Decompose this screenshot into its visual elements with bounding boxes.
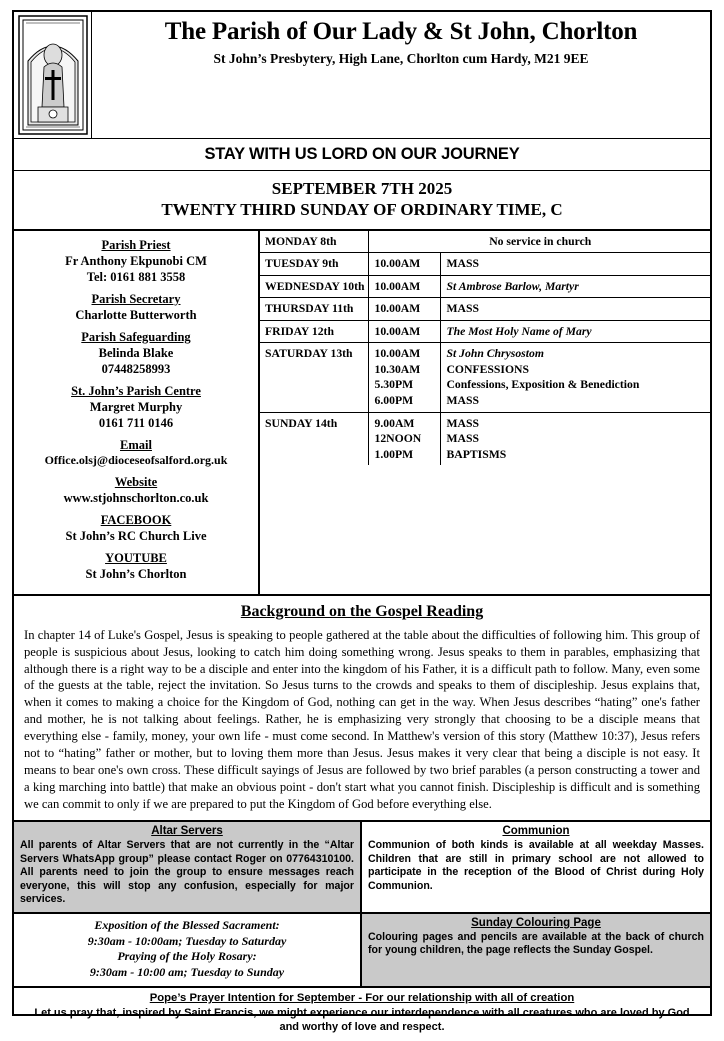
contact-group [18, 329, 254, 377]
contact-group [18, 237, 254, 285]
contact-heading: YOUTUBE [105, 550, 167, 565]
notice-row-2 [14, 914, 710, 988]
page-title: The Parish of Our Lady & St John, Chorlton [164, 18, 638, 45]
contact-line: Tel: 0161 881 3558 [86, 269, 186, 284]
schedule-table [260, 231, 710, 466]
contact-group [18, 474, 254, 506]
schedule-day: FRIDAY 12th [260, 320, 369, 343]
table-row [260, 231, 710, 253]
colouring-text: Colouring pages and pencils are available at the back of church for young children, the page reflects the Sunday Gospel. [368, 930, 704, 957]
schedule-time: 10.00AM [369, 298, 441, 321]
contact-group [18, 550, 254, 582]
title-block [92, 12, 710, 138]
schedule-day: SUNDAY 14th [265, 416, 338, 430]
gospel-heading: Background on the Gospel Reading [240, 602, 484, 620]
rosary-line-2: 9:30am - 10:00 am; Tuesday to Sunday [89, 965, 285, 980]
contact-line: St John’s Chorlton [85, 566, 187, 581]
schedule-event: No service in church [369, 231, 710, 253]
schedule-time: 9.00AM 12NOON 1.00PM [369, 412, 441, 465]
table-row [260, 298, 710, 321]
notices-section [14, 822, 710, 1040]
contact-group [18, 512, 254, 544]
contact-heading: Parish Secretary [91, 291, 181, 306]
contact-line: St John’s RC Church Live [65, 528, 207, 543]
schedule-day: MONDAY 8th [260, 231, 369, 253]
communion-notice [362, 822, 710, 911]
contact-line: www.stjohnschorlton.co.uk [63, 490, 209, 505]
mass-schedule [260, 231, 710, 594]
altar-servers-heading: Altar Servers [151, 825, 223, 838]
contact-line: Fr Anthony Ekpunobi CM [65, 253, 207, 268]
schedule-day: TUESDAY 9th [260, 253, 369, 276]
rosary-line-1: Praying of the Holy Rosary: [117, 949, 257, 964]
exposition-line-2: 9:30am - 10:00am; Tuesday to Saturday [87, 933, 287, 948]
communion-text: Communion of both kinds is available at all weekday Masses. Children that are still in primary school are not allowed to participate in the reception of the Blood of Christ during Holy Communion. [368, 839, 704, 892]
schedule-time: 10.00AM [369, 275, 441, 298]
schedule-time: 10.00AM [369, 253, 441, 276]
gospel-section [14, 596, 710, 823]
contact-heading: Parish Safeguarding [81, 329, 191, 344]
schedule-event: St Ambrose Barlow, Martyr [441, 275, 710, 298]
contact-heading: Parish Priest [101, 237, 171, 252]
schedule-day: THURSDAY 11th [260, 298, 369, 321]
contacts-panel [14, 231, 260, 594]
pope-intention-text: Let us pray that, inspired by Saint Francis, we might experience our interdependence with all creatures who are loved by God and worthy of love and respect. [34, 1007, 690, 1034]
church-crest-icon [14, 12, 92, 138]
gospel-text: In chapter 14 of Luke's Gospel, Jesus is speaking to people gathered at the table about the difficulties of following him. This group of people is suspicious about Jesus, looking to catch him doing something wrong. Jesus speaks to them in parables, emphasizing that although there is a right way to be a disciple and enter into the kingdom of his Father, it is a difficult path to follow. Many, even some of the guests at the table, reject the invitation. So Jesus turns to the crowds and speaks to them of discipleship. Jesus explains that, when it comes to making a choice for the Kingdom of God, nothing can get in the way. When Jesus describes “hating” one's father and mother, he is not talking about feelings. Rather, he is emphasizing very strongly that choosing to be a disciple means that everything else - family, money, your own life - must come second. In Matthew's version of this story (Matthew 10:37), Jesus refers not to “hating” father or mother, but to loving them more than Jesus. Jesus makes it very clear that being a disciple is not easy. It means to bear one's own cross. These difficult sayings of Jesus are followed by two brief parables (a person constructing a tower and a king marching into battle) that make an obvious point - don't start what you cannot finish. Discipleship is difficult and is something we can commit to only if we are prepared to put the Kingdom of God before everything else. [14, 627, 710, 823]
table-row [260, 275, 710, 298]
contact-line: Office.olsj@dioceseofsalford.org.uk [44, 452, 228, 467]
schedule-event: MASS [441, 298, 710, 321]
schedule-event: MASS MASS BAPTISMS [441, 412, 710, 465]
table-row [260, 412, 710, 465]
schedule-event: The Most Holy Name of Mary [441, 320, 710, 343]
masthead [14, 12, 710, 139]
contact-line: 07448258993 [101, 361, 171, 376]
contacts-and-schedule [14, 231, 710, 596]
contact-heading: St. John’s Parish Centre [71, 383, 201, 398]
schedule-day: WEDNESDAY 10th [260, 275, 369, 298]
contact-heading: Email [120, 437, 152, 452]
date-block [14, 171, 710, 231]
contact-heading: FACEBOOK [100, 512, 172, 527]
table-row [260, 253, 710, 276]
schedule-event: St John Chrysostom CONFESSIONS Confessions, Exposition & Benediction MASS [441, 343, 710, 412]
schedule-time: 10.00AM [369, 320, 441, 343]
contact-line: 0161 711 0146 [98, 415, 174, 430]
altar-servers-notice [14, 822, 362, 911]
notice-row-1 [14, 822, 710, 913]
exposition-line-1: Exposition of the Blessed Sacrament: [94, 917, 280, 932]
schedule-day: SATURDAY 13th [260, 343, 369, 412]
pope-intention [14, 988, 710, 1041]
bulletin-date: SEPTEMBER 7TH 2025 [271, 179, 453, 198]
pope-intention-heading: Pope’s Prayer Intention for September - For our relationship with all of creation [149, 992, 575, 1005]
communion-heading: Communion [502, 825, 570, 838]
contact-line: Belinda Blake [98, 345, 174, 360]
exposition-notice [14, 914, 362, 986]
parish-address: St John’s Presbytery, High Lane, Chorlton cum Hardy, M21 9EE [213, 50, 589, 66]
table-row [260, 343, 710, 412]
contact-line: Charlotte Butterworth [75, 307, 197, 322]
liturgical-day: TWENTY THIRD SUNDAY OF ORDINARY TIME, C [161, 200, 563, 220]
contact-line: Margret Murphy [89, 399, 183, 414]
contact-group [18, 437, 254, 468]
schedule-time: 10.00AM 10.30AM 5.30PM 6.00PM [369, 343, 441, 412]
altar-servers-text: All parents of Altar Servers that are not currently in the “Altar Servers WhatsApp group” please contact Roger on 07764310100. All parents need to join the group to ensure messages reach everyone, this will stop any confusion, especially for major services. [20, 839, 354, 906]
colouring-heading: Sunday Colouring Page [471, 916, 601, 929]
schedule-event: MASS [441, 253, 710, 276]
contact-group [18, 291, 254, 323]
exposition-text [14, 914, 360, 986]
contact-heading: Website [114, 474, 158, 489]
banner-slogan: STAY WITH US LORD ON OUR JOURNEY [14, 139, 710, 171]
table-row [260, 320, 710, 343]
bulletin-frame [12, 10, 712, 1034]
colouring-page-notice [362, 914, 710, 986]
contact-group [18, 383, 254, 431]
